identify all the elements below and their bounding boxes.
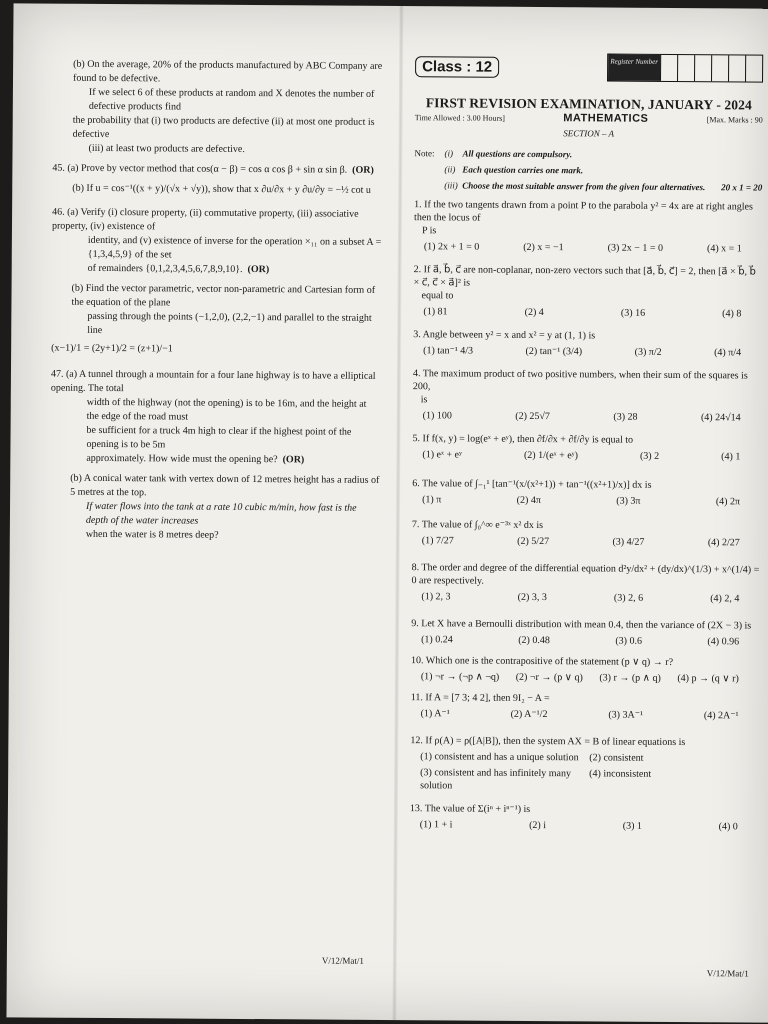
note-number: (iii): [444, 180, 458, 191]
question-text: 7. The value of ∫₀^∞ e⁻³ˣ x² dx is: [411, 519, 544, 532]
note-number: (ii): [444, 164, 456, 175]
answer-option: (4) inconsistent: [589, 768, 652, 780]
answer-option: (2) 0.48: [518, 634, 550, 647]
options-row: [412, 493, 760, 508]
register-label: Register Number: [608, 55, 660, 81]
mcq-question: [410, 734, 758, 794]
question-text: (b) If u = cos⁻¹((x + y)/(√x + √y)), show that x ∂u/∂x + y ∂u/∂y = −½ cot u: [72, 182, 371, 196]
question-text: is: [420, 394, 428, 406]
note-text: Choose the most suitable answer from the given four alternatives.: [462, 180, 706, 193]
answer-option: (4) π/4: [714, 347, 742, 359]
answer-option: (4) 2π: [715, 496, 741, 508]
marks-total: 20 x 1 = 20: [721, 182, 763, 193]
options-row: [412, 448, 760, 463]
answer-option: (4) 1: [721, 451, 741, 463]
mcq-question: [411, 691, 759, 722]
question-text: 47. (a) A tunnel through a mountain for a four lane highway is to have a elliptical opening. The total: [50, 368, 376, 395]
question-text: 45. (a) Prove by vector method that cos(α − β) = cos α cos β + sin α sin β.: [52, 162, 348, 176]
register-cell[interactable]: [677, 55, 694, 81]
subject-title: MATHEMATICS: [563, 112, 649, 125]
question-text: 1. If the two tangents drawn from a point P to the parabola y² = 4x are at right angles then the locus of: [414, 199, 753, 224]
question-text: 5. If f(x, y) = log(eˣ + eʸ), then ∂f/∂x + ∂f/∂y is equal to: [412, 433, 634, 446]
options-row: [413, 305, 761, 320]
register-number-box: [607, 53, 763, 82]
answer-option: (4) x = 1: [706, 243, 742, 255]
question-text: (b) A conical water tank with vertex down of 12 metres height has a radius of 5 metres at the top.: [70, 472, 380, 499]
answer-option: (3) 3A⁻¹: [608, 709, 644, 721]
answer-option: (2) 3, 3: [517, 591, 547, 604]
answer-option: (1) 1 + i: [419, 819, 453, 831]
options-row: [411, 590, 759, 605]
equation: (x−1)/1 = (2y+1)/2 = (z+1)/−1: [51, 342, 173, 355]
options-row: [410, 750, 758, 765]
question-text: 3. Angle between y² = x and x² = y at (1, 1) is: [413, 329, 596, 342]
question-text: (b) On the average, 20% of the products manufactured by ABC Company are found to be defective.: [72, 58, 383, 85]
answer-option: (3) 28: [613, 411, 638, 423]
answer-option: (4) 2/27: [707, 537, 740, 549]
answer-option: (4) p → (q ∨ r): [677, 673, 739, 685]
answer-option: (1) consistent and has a unique solution: [420, 751, 579, 764]
class-badge: Class : 12: [415, 56, 499, 78]
answer-option: (2) ¬r → (p ∨ q): [515, 671, 583, 684]
answer-option: (1) 0.24: [421, 634, 453, 646]
exam-sheet: [6, 3, 768, 1022]
mcq-question: [412, 477, 760, 508]
answer-option: (3) 4/27: [612, 536, 645, 548]
answer-option: (3) consistent and has infinitely many solution: [420, 767, 572, 792]
options-row: [414, 240, 762, 255]
answer-option: (2) 5/27: [517, 535, 550, 548]
question-text: 6. The value of ∫₋₁¹ [tan⁻¹(x/(x²+1)) + tan⁻¹((x²+1)/x)] dx is: [412, 478, 652, 491]
answer-option: (1) eˣ + eʸ: [422, 449, 462, 461]
answer-option: (2) tan⁻¹ (3/4): [525, 345, 583, 358]
note-text: Each question carries one mark.: [462, 164, 584, 176]
mcq-question: [410, 802, 758, 833]
mcq-question: [412, 432, 760, 463]
or-label: (OR): [247, 263, 270, 276]
question-text: 46. (a) Verify (i) closure property, (ii) commutative property, (iii) associative property, (iv) existence of: [51, 206, 359, 233]
answer-option: (1) ¬r → (¬p ∧ ¬q): [420, 671, 500, 683]
mcq-question: [411, 617, 759, 648]
question-text: of remainders {0,1,2,3,4,5,6,7,8,9,10}.: [87, 262, 243, 275]
options-row: [413, 409, 761, 424]
mcq-question: [413, 263, 761, 320]
or-label: (OR): [352, 164, 374, 176]
question-text: (iii) at least two products are defective.: [88, 142, 245, 155]
time-allowed: Time Allowed : 3.00 Hours]: [414, 113, 505, 123]
max-marks: [Max. Marks : 90: [706, 115, 763, 125]
left-page: [50, 58, 383, 550]
right-page: [410, 50, 763, 841]
answer-option: (1) π: [422, 494, 442, 506]
question-text: P is: [421, 225, 437, 237]
question-45: [52, 162, 382, 198]
answer-option: (3) 2: [639, 450, 660, 462]
options-row: [411, 633, 759, 648]
question-text: If water flows into the tank at a rate 10 cubic m/min, how fast is the depth of the water increases: [85, 500, 357, 527]
answer-option: (3) 2x − 1 = 0: [607, 242, 664, 254]
options-row: [413, 344, 761, 359]
answer-option: (4) 2, 4: [710, 593, 740, 605]
question-text: 10. Which one is the contrapositive of the statement (p ∨ q) → r?: [410, 655, 674, 668]
answer-option: (4) 0.96: [707, 636, 740, 648]
answer-option: (2) A⁻¹/2: [510, 708, 548, 721]
notes-block: [414, 147, 762, 194]
question-text: If we select 6 of these products at random and X denotes the number of defective products find: [88, 86, 375, 113]
answer-option: (3) 2, 6: [613, 592, 644, 604]
register-cell[interactable]: [745, 55, 762, 81]
answer-option: (1) 2x + 1 = 0: [423, 241, 480, 253]
question-text: passing through the points (−1,2,0), (2,2,−1) and parallel to the straight line: [87, 310, 372, 336]
question-text: 9. Let X have a Bernoulli distribution with mean 0.4, then the variance of (2X − 3) is: [411, 618, 752, 632]
question-text: equal to: [421, 290, 454, 302]
mcq-question: [411, 561, 759, 605]
note-label: Note:: [414, 148, 435, 159]
page-footer: V/12/Mat/1: [321, 955, 364, 966]
register-cell[interactable]: [694, 55, 711, 81]
exam-meta: [415, 111, 763, 126]
question-text: 13. The value of Σ(iⁿ + iⁿ⁻¹) is: [409, 803, 531, 815]
answer-option: (2) consistent: [589, 752, 644, 764]
mcq-question: [413, 328, 761, 359]
answer-option: (3) 1: [622, 820, 642, 832]
answer-option: (4) 2A⁻¹: [703, 710, 739, 722]
answer-option: (4) 24√14: [700, 412, 741, 424]
options-row: [410, 818, 758, 833]
section-title: SECTION – A: [563, 128, 615, 139]
mcq-question: [411, 654, 759, 685]
answer-option: (1) 2, 3: [421, 591, 451, 603]
question-text: identity, and (v) existence of inverse for the operation ×₁₁ on a subset A = {1,3,4,5,9} of the set: [87, 234, 382, 261]
answer-option: (1) A⁻¹: [420, 708, 450, 720]
answer-option: (4) 0: [718, 821, 738, 833]
question-text: the probability that (i) two products are defective (ii) at most one product is defective: [72, 114, 375, 141]
answer-option: (2) 25√7: [515, 410, 550, 423]
options-row: [410, 766, 758, 794]
answer-option: (4) 8: [722, 308, 742, 320]
register-cell[interactable]: [728, 55, 745, 81]
note-text: All questions are compulsory.: [462, 148, 573, 160]
question-text: width of the highway (not the opening) is to be 16m, and the height at the edge of the road must: [86, 396, 367, 423]
answer-option: (3) r → (p ∧ q): [599, 672, 661, 684]
question-text: 4. The maximum product of two positive numbers, when their sum of the squares is 200,: [412, 368, 748, 393]
answer-option: (2) i: [529, 819, 547, 832]
exam-title: FIRST REVISION EXAMINATION, JANUARY - 2024: [425, 95, 752, 113]
header-row: [415, 50, 763, 92]
note-number: (i): [444, 148, 454, 159]
answer-option: (3) 3π: [616, 495, 641, 507]
question-text: 12. If ρ(A) = ρ([A|B]), then the system AX = B of linear equations is: [410, 735, 686, 749]
answer-option: (3) π/2: [634, 346, 662, 358]
question-text: 11. If A = [7 3; 4 2], then 9I₂ − A =: [410, 692, 550, 705]
answer-option: (3) 16: [620, 307, 646, 319]
mcq-list: [410, 198, 762, 833]
page-footer: V/12/Mat/1: [706, 968, 749, 979]
question-text: approximately. How wide must the opening be?: [86, 452, 278, 466]
answer-option: (1) 7/27: [421, 535, 454, 547]
answer-option: (2) 4: [524, 306, 544, 319]
question-block: [52, 58, 383, 158]
question-text: when the water is 8 metres deep?: [85, 528, 219, 541]
page-fold: [392, 6, 403, 1020]
options-row: [411, 670, 759, 685]
options-row: [411, 707, 759, 722]
answer-option: (1) tan⁻¹ 4/3: [423, 345, 474, 357]
register-cell[interactable]: [711, 55, 728, 81]
answer-option: (2) x = −1: [523, 241, 564, 254]
answer-option: (1) 100: [422, 410, 452, 422]
or-label: (OR): [282, 454, 305, 466]
register-cell[interactable]: [660, 55, 677, 81]
options-row: [412, 534, 760, 549]
question-46: [51, 206, 382, 358]
answer-option: (2) 1/(eˣ + eʸ): [523, 449, 579, 462]
answer-option: (2) 4π: [516, 494, 541, 507]
answer-option: (3) 0.6: [615, 635, 643, 647]
mcq-question: [412, 518, 760, 549]
question-text: 2. If a⃗, b⃗, c⃗ are non-coplanar, non-zero vectors such that [a⃗, b⃗, c⃗] = 2, then [a⃗ × b⃗, b⃗ × c⃗, c⃗ × a⃗]² is: [413, 264, 756, 289]
question-text: 8. The order and degree of the differential equation d²y/dx² + (dy/dx)^(1/3) + x^(1/4) = 0 are respectively.: [411, 562, 760, 587]
question-text: be sufficient for a truck 4m high to clear if the highest point of the opening is to be 5m: [86, 424, 352, 451]
question-text: (b) Find the vector parametric, vector non-parametric and Cartesian form of the equation of the plane: [71, 282, 376, 309]
mcq-question: [413, 367, 761, 424]
question-47: [50, 368, 381, 544]
answer-option: (1) 81: [423, 306, 448, 318]
mcq-question: [414, 198, 762, 255]
